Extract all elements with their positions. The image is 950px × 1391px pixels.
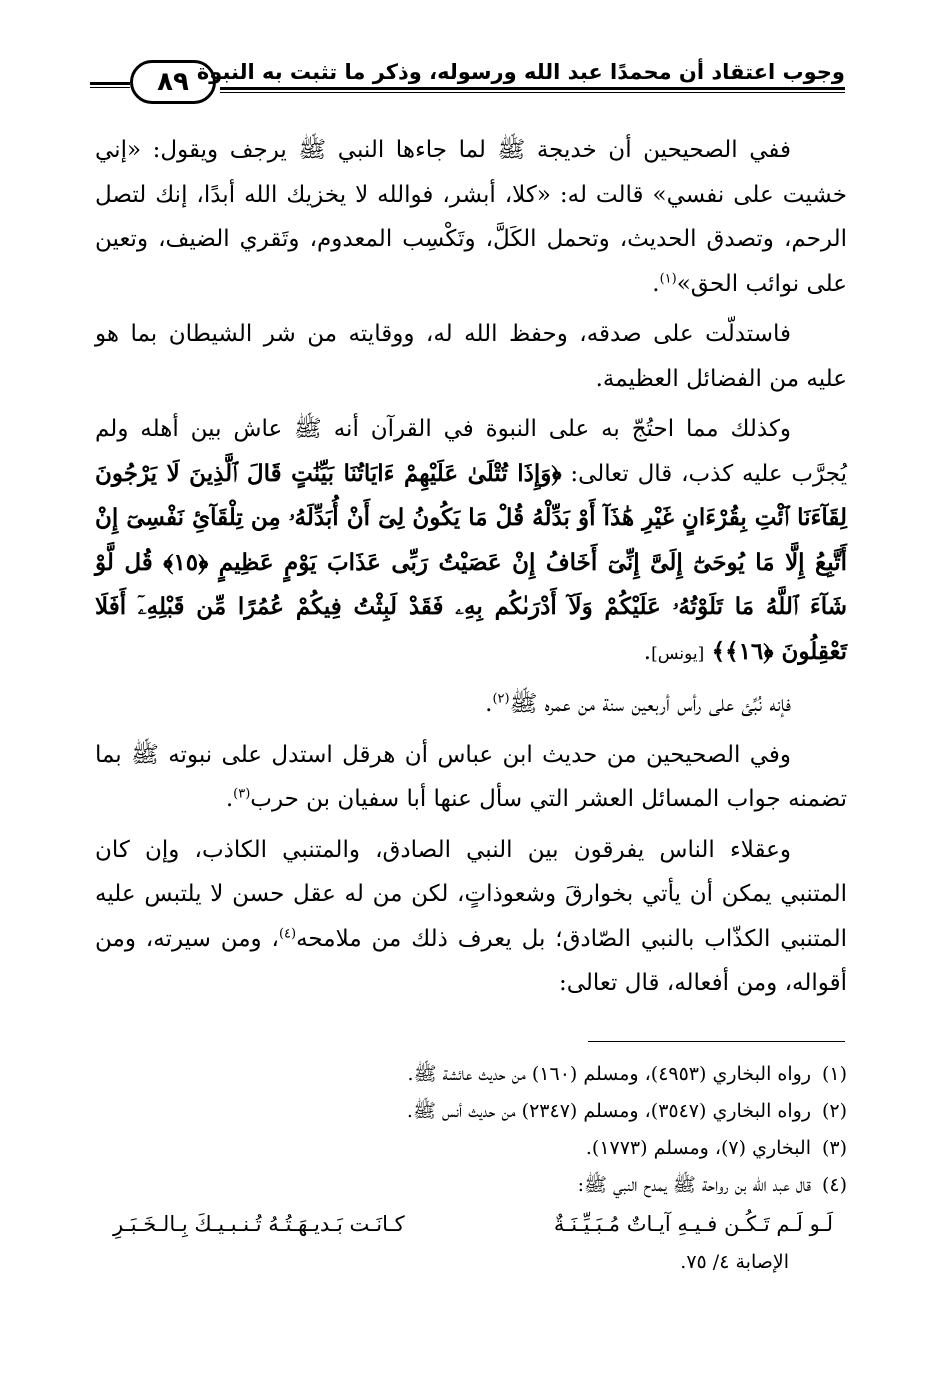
footnote-number: (٣) bbox=[821, 1137, 847, 1159]
footnote-text: رواه البخاري (٣٥٤٧)، ومسلم (٢٣٤٧) من حديث أنس ﷺ. bbox=[406, 1100, 811, 1122]
period: . bbox=[643, 638, 652, 665]
poem-source: الإصابة ٤/ ٧٥. bbox=[680, 1251, 789, 1273]
footnote-number: (١) bbox=[821, 1063, 847, 1085]
paragraph-inference: فاستدلّت على صدقه، وحفظ الله له، ووقايته من شر الشيطان بما هو عليه من الفضائل العظيمة. bbox=[95, 321, 847, 392]
period: . bbox=[485, 691, 493, 717]
poem-hemistich-second: كـانَـت بَـديـهَـتُـهُ تُـنـبـيـكَ بِـالـخَـبَـرِ bbox=[113, 1212, 405, 1236]
header-rule-right bbox=[220, 87, 845, 93]
paragraph-khadija: ففي الصحيحين أن خديجة ﷺ لما جاءها النبي ﷺ يرجف ويقول: «إني خشيت على نفسي» قالت له: «كلا، أبشر، فوالله لا يخزيك الله أبدًا، إنك لتصل الرحم، وتصدق الحديث، وتحمل الكَلَّ، وتَكْسِب المعدوم، وتَقري الضيف، وتعين على نوائب الحق»$^{(١)}$. bbox=[95, 137, 847, 297]
footnote-4 bbox=[95, 1167, 847, 1204]
header-rule-left bbox=[90, 82, 130, 88]
footnote-text: رواه البخاري (٤٩٥٣)، ومسلم (١٦٠) من حديث عائشة ﷺ. bbox=[407, 1063, 811, 1085]
footnote-ref: (١) bbox=[659, 270, 677, 286]
footnote-ref: (٣) bbox=[233, 786, 251, 802]
poem-verse bbox=[95, 1204, 847, 1244]
period: . bbox=[225, 786, 234, 812]
paragraph-quran-proof bbox=[95, 407, 847, 676]
paragraph-text: وكذلك مما احتُجّ به على النبوة في القرآن أنه ﷺ عاش بين أهله ولم يُجرَّب عليه كذب، قال تعالى: bbox=[95, 416, 847, 487]
surah-reference: [يونس] bbox=[651, 643, 705, 664]
paragraph-heraclius bbox=[95, 733, 847, 822]
paragraph-text: وفي الصحيحين من حديث ابن عباس أن هرقل استدل على نبوته ﷺ بما تضمنه جواب المسائل العشر التي سأل عنها أبا سفيان بن حرب bbox=[95, 741, 847, 812]
paragraph-text: ، ومن سيرته، ومن أقواله، ومن أفعاله، قال تعالى: bbox=[95, 925, 847, 996]
footnote-text: قال عبد الله بن رواحة ﷺ يمدح النبي ﷺ: bbox=[577, 1174, 811, 1196]
footnote-separator bbox=[588, 1041, 845, 1042]
footnote-ref: (٢) bbox=[492, 691, 510, 707]
footnote-text: البخاري (٧)، ومسلم (١٧٧٣). bbox=[585, 1137, 811, 1159]
page-number: ٨٩ bbox=[157, 67, 189, 97]
paragraph-discernment bbox=[95, 828, 847, 1006]
footnote-2 bbox=[95, 1093, 847, 1130]
quran-verse: ﴿وَإِذَا تُتْلَىٰ عَلَيْهِمْ ءَايَاتُنَا بَيِّنَٰتٍ قَالَ ٱلَّذِينَ لَا يَرْجُونَ لِقَآءَنَا ٱئْتِ بِقُرْءَانٍ غَيْرِ هَٰذَآ أَوْ بَدِّلْهُ قُلْ مَا يَكُونُ لِىٓ أَنْ أُبَدِّلَهُۥ مِن تِلْقَآئِ نَفْسِىٓ إِنْ أَتَّبِعُ إِلَّا مَا يُوحَىٰٓ إِلَىَّ إِنِّىٓ أَخَافُ إِنْ عَصَيْتُ رَبِّى عَذَابَ يَوْمٍ عَظِيمٍ ﴿١٥﴾ قُل لَّوْ شَآءَ ٱللَّهُ مَا تَلَوْتُهُۥ عَلَيْكُمْ وَلَآ أَدْرَىٰكُم بِهِۦ فَقَدْ لَبِثْتُ فِيكُمْ عُمُرًا مِّن قَبْلِهِۦٓ أَفَلَا تَعْقِلُونَ ﴿١٦﴾﴾ bbox=[95, 459, 847, 665]
footnote-ref: (٤) bbox=[278, 925, 297, 941]
footnote-number: (٤) bbox=[821, 1174, 847, 1196]
footnote-number: (٢) bbox=[821, 1100, 847, 1122]
page-header bbox=[90, 52, 845, 110]
running-title: وجوب اعتقاد أن محمدًا عبد الله ورسوله، وذكر ما تثبت به النبوة bbox=[196, 60, 845, 84]
poem-hemistich-first: لَـو لَـم تَـكُـن فـيـهِ آيـاتٌ مُـبَـيِّـنَـةٌ bbox=[553, 1212, 833, 1236]
footnotes bbox=[95, 1056, 847, 1281]
footnote-3 bbox=[95, 1130, 847, 1167]
main-text bbox=[95, 128, 847, 1012]
paragraph-text: ففي الصحيحين أن خديجة ﷺ لما جاءها النبي ﷺ يرجف ويقول: «إني خشيت على نفسي» قالت له: «كلا، أبشر، فوالله لا يخزيك الله أبدًا، إنك لتصل الرحم، وتصدق الحديث، وتحمل الكَلَّ، وتَكْسِب المعدوم، وتَقري الضيف، وتعين على نوائب الحق» bbox=[95, 137, 847, 297]
paragraph-text: وعقلاء الناس يفرقون بين النبي الصادق، والمتنبي الكاذب، وإن كان المتنبي يمكن أن يأتي بخوارقَ وشعوذاتٍ، لكن من له عقل حسن لا يلتبس عليه المتنبي الكذّاب بالنبي الصّادق؛ بل يعرف ذلك من ملامحه bbox=[95, 836, 847, 952]
paragraph-prophethood-age bbox=[95, 682, 847, 727]
paragraph-text: فإنه نُبِّئ على رأس أربعين سنة من عمره ﷺ bbox=[509, 691, 791, 717]
footnote-1 bbox=[95, 1056, 847, 1093]
